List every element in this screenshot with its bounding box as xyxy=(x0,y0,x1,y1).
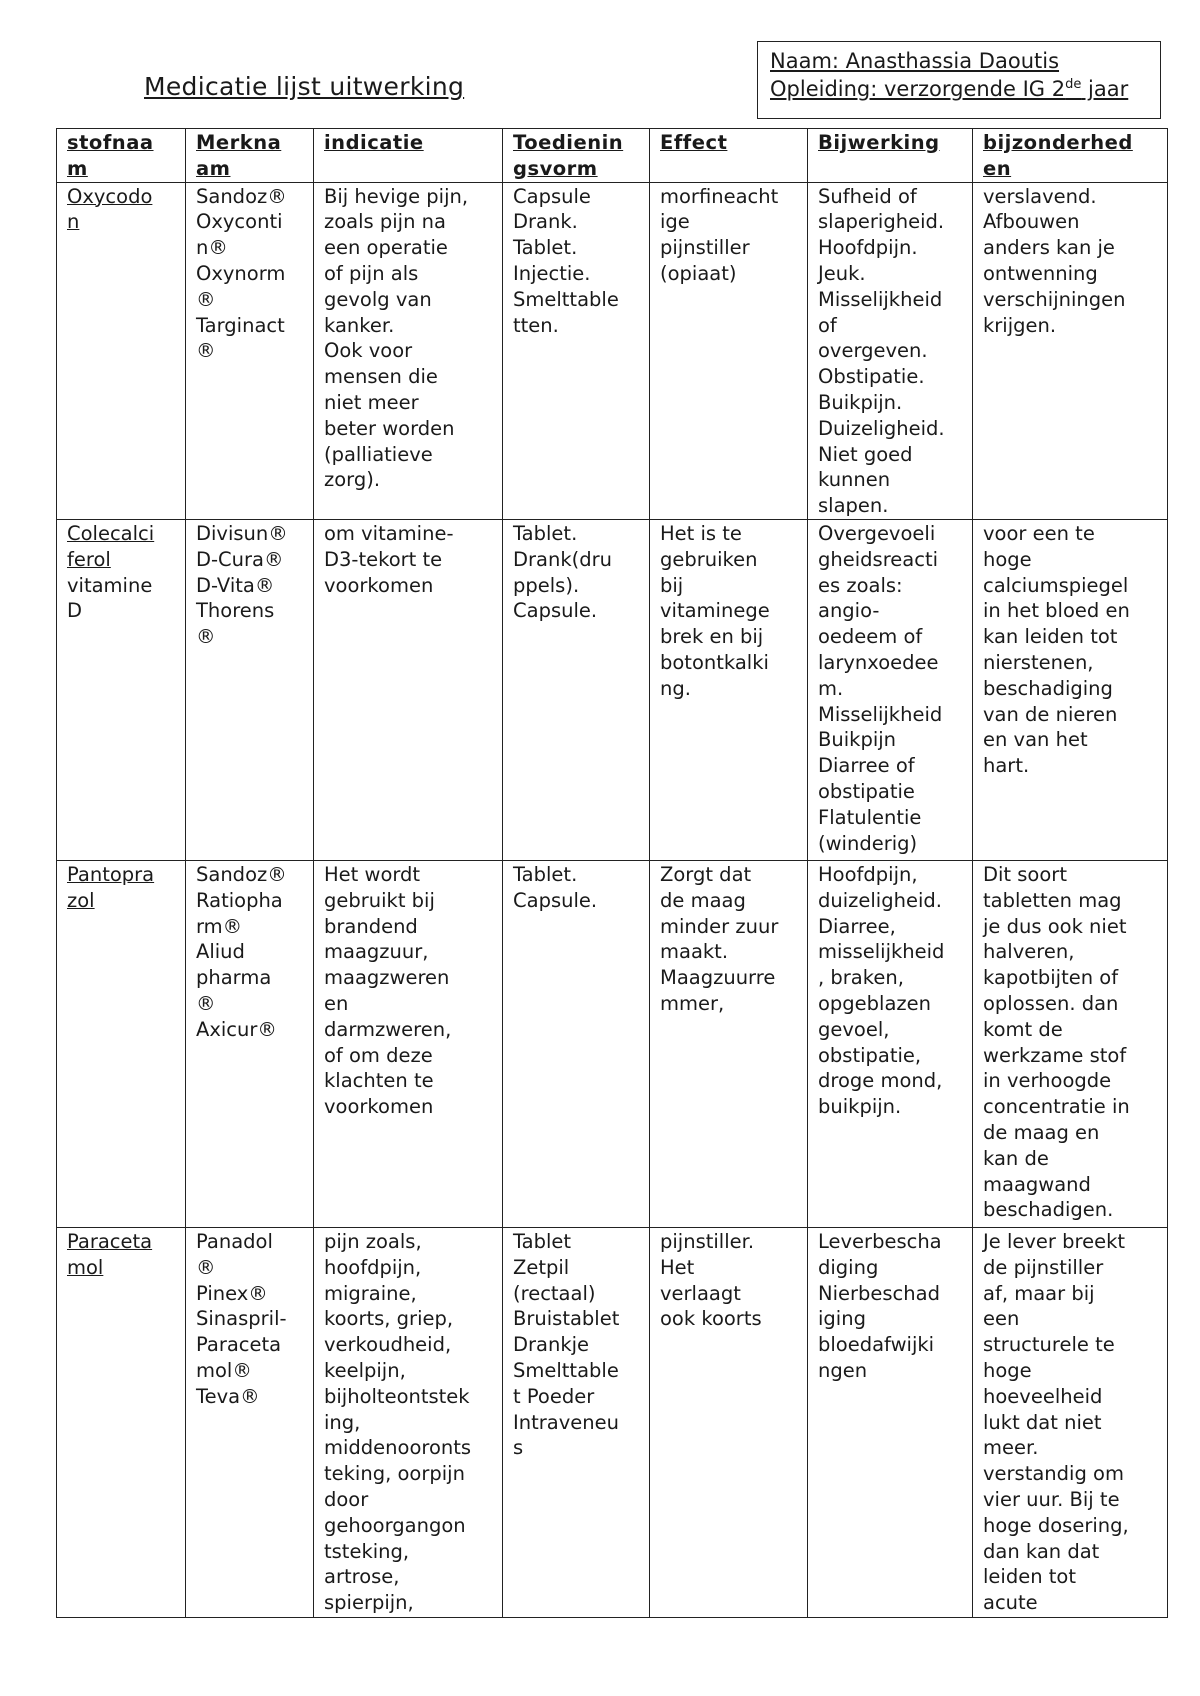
cell-toedieningsvorm: Capsule Drank. Tablet. Injectie. Smelttable tten. xyxy=(503,182,650,519)
cell-bijzonderheden: Je lever breekt de pijnstiller af, maar bij een structurele te hoge hoeveelheid lukt dat niet meer. verstandig om vier uur. Bij te hoge dosering, dan kan dat leiden tot acute xyxy=(973,1227,1168,1617)
cell-bijwerking: Hoofdpijn, duizeligheid. Diarree, misselijkheid , braken, opgeblazen gevoel, obstipatie, droge mond, buikpijn. xyxy=(808,860,973,1227)
stofnaam-text: Paraceta mol xyxy=(67,1229,153,1279)
student-education xyxy=(770,75,1160,103)
cell-bijwerking: Leverbescha diging Nierbeschad iging bloedafwijki ngen xyxy=(808,1227,973,1617)
cell-stofnaam xyxy=(57,860,186,1227)
cell-effect: Het is te gebruiken bij vitaminege brek en bij botontkalki ng. xyxy=(650,519,808,860)
cell-merknaam: Panadol ® Pinex® Sinaspril- Paraceta mol® Teva® xyxy=(186,1227,314,1617)
student-info-box xyxy=(757,41,1161,119)
stofnaam-text: Oxycodo n xyxy=(67,184,153,234)
cell-effect: morfineacht ige pijnstiller (opiaat) xyxy=(650,182,808,519)
stofnaam-text: Pantopra zol xyxy=(67,862,155,912)
cell-indicatie: om vitamine- D3-tekort te voorkomen xyxy=(314,519,503,860)
stofnaam-extra: vitamine D xyxy=(67,573,153,623)
cell-indicatie: Bij hevige pijn, zoals pijn na een operatie of pijn als gevolg van kanker. Ook voor mensen die niet meer beter worden (palliatieve zorg). xyxy=(314,182,503,519)
header-indicatie: indicatie xyxy=(314,129,503,183)
header-bijzonderheden: bijzonderhed en xyxy=(973,129,1168,183)
table-header-row xyxy=(57,129,1168,183)
header-toedieningsvorm: Toedienin gsvorm xyxy=(503,129,650,183)
cell-toedieningsvorm: Tablet Zetpil (rectaal) Bruistablet Drankje Smelttable t Poeder Intraveneu s xyxy=(503,1227,650,1617)
header-merknaam: Merkna am xyxy=(186,129,314,183)
stofnaam-text: Colecalci ferol xyxy=(67,521,155,571)
document-title: Medicatie lijst uitwerking xyxy=(144,72,465,101)
cell-bijwerking: Overgevoeli gheidsreacti es zoals: angio- oedeem of larynxoedee m. Misselijkheid Buikpijn Diarree of obstipatie Flatulentie (winderig) xyxy=(808,519,973,860)
cell-bijzonderheden: verslavend. Afbouwen anders kan je ontwenning verschijningen krijgen. xyxy=(973,182,1168,519)
education-text: Opleiding: verzorgende IG 2 xyxy=(770,77,1066,101)
cell-stofnaam xyxy=(57,519,186,860)
cell-merknaam: Sandoz® Ratiopha rm® Aliud pharma ® Axicur® xyxy=(186,860,314,1227)
header-bijwerking: Bijwerking xyxy=(808,129,973,183)
cell-stofnaam xyxy=(57,182,186,519)
header-effect: Effect xyxy=(650,129,808,183)
cell-toedieningsvorm: Tablet. Capsule. xyxy=(503,860,650,1227)
medication-table xyxy=(56,128,1168,1618)
table-row xyxy=(57,860,1168,1227)
cell-indicatie: pijn zoals, hoofdpijn, migraine, koorts, griep, verkoudheid, keelpijn, bijholteontstek ing, middenooronts teking, oorpijn door gehoorgangon tsteking, artrose, spierpijn, xyxy=(314,1227,503,1617)
cell-stofnaam xyxy=(57,1227,186,1617)
education-superscript: de xyxy=(1065,77,1082,92)
table-row xyxy=(57,519,1168,860)
cell-effect: Zorgt dat de maag minder zuur maakt. Maagzuurre mmer, xyxy=(650,860,808,1227)
education-suffix: jaar xyxy=(1081,77,1129,101)
student-name: Naam: Anasthassia Daoutis xyxy=(770,49,1060,73)
cell-indicatie: Het wordt gebruikt bij brandend maagzuur, maagzweren en darmzweren, of om deze klachten te voorkomen xyxy=(314,860,503,1227)
cell-bijwerking: Sufheid of slaperigheid. Hoofdpijn. Jeuk. Misselijkheid of overgeven. Obstipatie. Buikpijn. Duizeligheid. Niet goed kunnen slapen. xyxy=(808,182,973,519)
cell-bijzonderheden: Dit soort tabletten mag je dus ook niet halveren, kapotbijten of oplossen. dan komt de werkzame stof in verhoogde concentratie in de maag en kan de maagwand beschadigen. xyxy=(973,860,1168,1227)
table-row xyxy=(57,1227,1168,1617)
header-stofnaam: stofnaa m xyxy=(57,129,186,183)
cell-merknaam: Divisun® D-Cura® D-Vita® Thorens ® xyxy=(186,519,314,860)
table-row xyxy=(57,182,1168,519)
cell-toedieningsvorm: Tablet. Drank(dru ppels). Capsule. xyxy=(503,519,650,860)
cell-merknaam: Sandoz® Oxyconti n® Oxynorm ® Targinact ® xyxy=(186,182,314,519)
cell-effect: pijnstiller. Het verlaagt ook koorts xyxy=(650,1227,808,1617)
cell-bijzonderheden: voor een te hoge calciumspiegel in het bloed en kan leiden tot nierstenen, beschadiging van de nieren en van het hart. xyxy=(973,519,1168,860)
